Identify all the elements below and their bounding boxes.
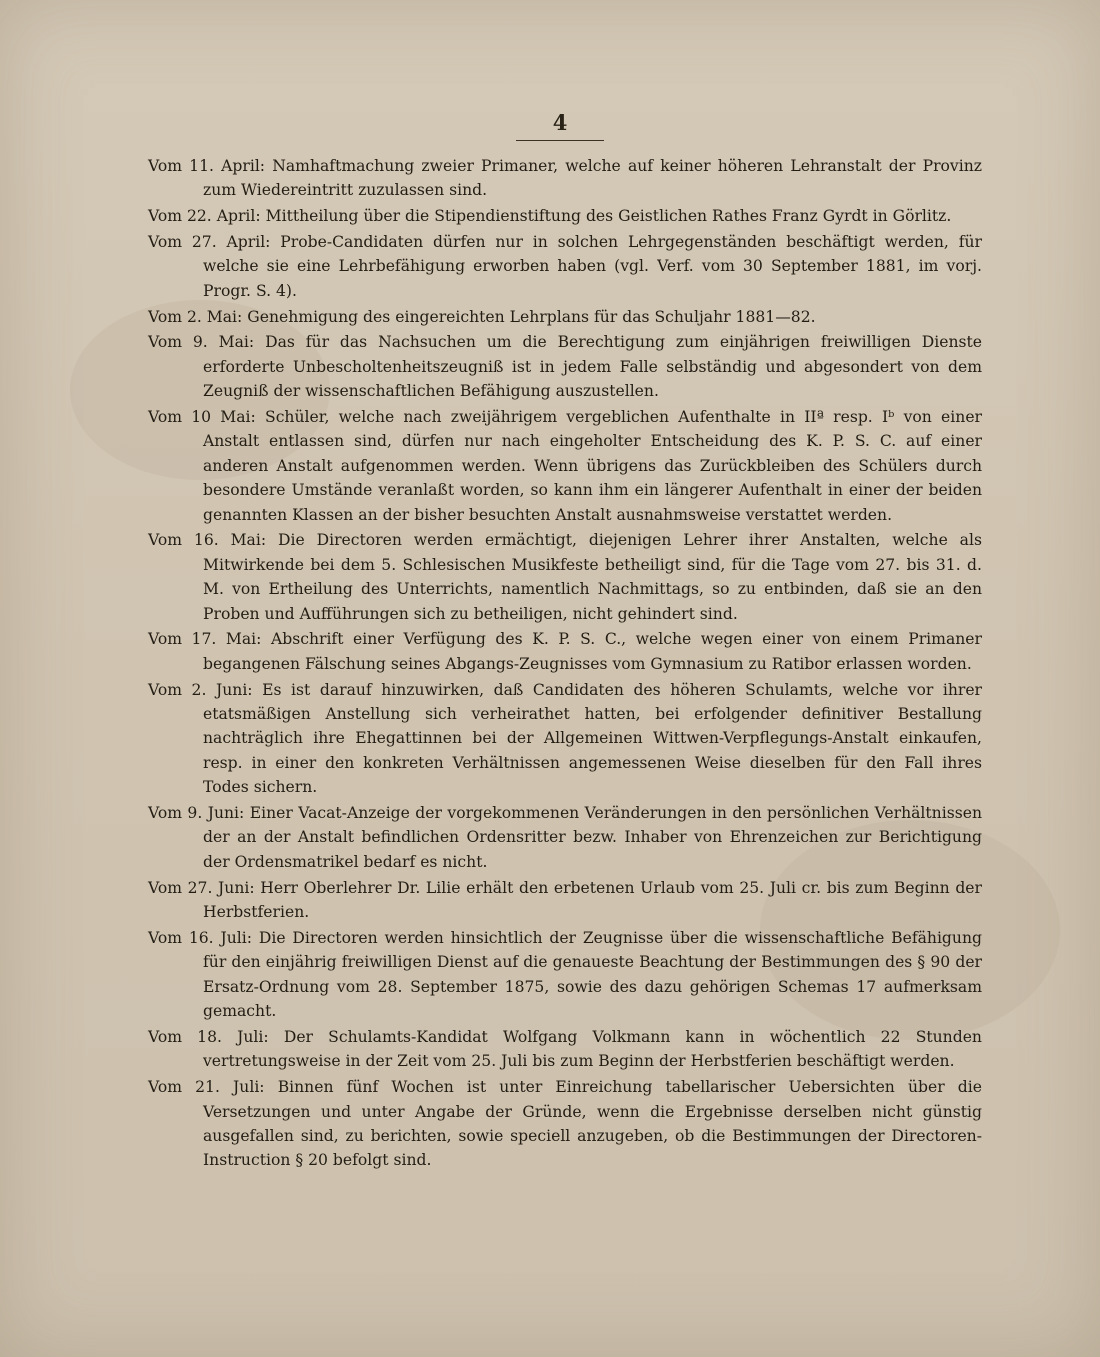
decree-entry <box>148 154 982 203</box>
decree-entry <box>148 801 982 874</box>
decree-entry <box>148 528 982 626</box>
decree-entry <box>148 1075 982 1173</box>
decree-text: Es ist darauf hinzuwirken, daß Candidaten des höheren Schulamts, welche vor ihrer etatsmäßigen Anstellung sich verheirathet hatten, bei erfolgender definitiver Bestallung nachträglich ihre Ehegattinnen bei der Allgemeinen Wittwen-Verpflegungs-Anstalt einkaufen, resp. in einer den konkreten Verhältnissen angemessenen Weise dieselben für den Fall ihres Todes sichern. <box>203 680 983 797</box>
decree-text: Die Directoren werden ermächtigt, diejenigen Lehrer ihrer Anstalten, welche als Mitwirkende bei dem 5. Schlesischen Musikfeste betheiligt sind, für die Tage vom 27. bis 31. d. M. von Ertheilung des Unterrichts, namentlich Nachmittags, so zu entbinden, daß sie an den Proben und Aufführungen sich zu betheiligen, nicht gehindert sind. <box>203 531 982 623</box>
page-number: 4 <box>552 110 568 135</box>
decree-text: Herr Oberlehrer Dr. Lilie erhält den erbetenen Urlaub vom 25. Juli cr. bis zum Beginn der Herbstferien. <box>203 878 982 922</box>
decree-date: Vom 11. April: <box>148 157 266 175</box>
decree-date: Vom 9. Juni: <box>148 804 245 823</box>
decree-entry <box>148 405 982 527</box>
decree-date: Vom 16. Mai: <box>148 531 267 550</box>
decree-date: Vom 2. Mai: <box>148 307 243 326</box>
decree-text: Abschrift einer Verfügung des K. P. S. C., welche wegen einer von einem Primaner begangenen Fälschung seines Abgangs-Zeugnisses vom Gymnasium zu Ratibor erlassen worden. <box>203 630 982 673</box>
decree-entry <box>148 330 982 403</box>
decree-text: Binnen fünf Wochen ist unter Einreichung tabellarischer Uebersichten über die Versetzungen und unter Angabe der Gründe, wenn die Ergebnisse derselben nicht günstig ausgefallen sind, zu berichten, sowie speciell anzugeben, ob die Bestimmungen der Directoren-Instruction § 20 befolgt sind. <box>203 1078 982 1170</box>
decree-text: Einer Vacat-Anzeige der vorgekommenen Veränderungen in den persönlichen Verhältnissen der an der Anstalt befindlichen Ordensritter bezw. Inhaber von Ehrenzeichen zur Berichtigung der Ordensmatrikel bedarf es nicht. <box>203 804 982 871</box>
decree-date: Vom 27. Juni: <box>148 878 255 897</box>
decree-entry <box>148 305 982 329</box>
decree-date: Vom 9. Mai: <box>148 333 255 352</box>
decree-text: Namhaftmachung zweier Primaner, welche auf keiner höheren Lehranstalt der Provinz zum Wiedereintritt zuzulassen sind. <box>203 157 982 200</box>
decree-text: Das für das Nachsuchen um die Berechtigung zum einjährigen freiwilligen Dienste erforderte Unbescholtenheitszeugniß ist in jedem Falle selbständig und abgesondert von dem Zeugniß der wissenschaftlichen Befähigung auszustellen. <box>203 333 982 401</box>
decree-entry <box>148 1025 982 1074</box>
decree-entry <box>148 678 982 800</box>
decree-text: Der Schulamts-Kandidat Wolfgang Volkmann kann in wöchentlich 22 Stunden vertretungsweise in der Zeit vom 25. Juli bis zum Beginn der Herbstferien beschäftigt werden. <box>203 1027 982 1071</box>
decree-entry <box>148 876 982 925</box>
decree-text: Die Directoren werden hinsichtlich der Zeugnisse über die wissenschaftliche Befähigung für den einjährig freiwilligen Dienst auf die genaueste Beachtung der Bestimmungen des § 90 der Ersatz-Ordnung vom 28. September 1875, sowie des dazu gehörigen Schemas 17 aufmerksam gemacht. <box>203 928 982 1021</box>
decree-text: Schüler, welche nach zweijährigem vergeblichen Aufenthalte in IIª resp. Iᵇ von einer Anstalt entlassen sind, dürfen nur nach eingeholter Entscheidung des K. P. S. C. auf einer anderen Anstalt aufgenommen werden. Wenn übrigens das Zurückbleiben des Schülers durch besondere Umstände veranlaßt worden, so kann ihm ein längerer Aufenthalt in einer der beiden genannten Klassen an der bisher besuchten Anstalt ausnahmsweise verstattet werden. <box>203 408 982 524</box>
decree-text: Probe-Candidaten dürfen nur in solchen Lehrgegenständen beschäftigt werden, für welche sie eine Lehrbefähigung erworben haben (vgl. Verf. vom 30 September 1881, im vorj. Progr. S. 4). <box>203 233 982 300</box>
page-number-rule <box>516 140 604 141</box>
decree-date: Vom 22. April: <box>148 207 261 226</box>
decree-date: Vom 18. Juli: <box>148 1027 269 1046</box>
decree-text: Mittheilung über die Stipendienstiftung des Geistlichen Rathes Franz Gyrdt in Görlitz. <box>265 207 952 226</box>
page-number-block <box>515 110 605 141</box>
decree-date: Vom 2. Juni: <box>148 680 253 699</box>
decree-text: Genehmigung des eingereichten Lehrplans für das Schuljahr 1881—82. <box>247 307 816 326</box>
decree-date: Vom 21. Juli: <box>148 1078 265 1097</box>
decree-entry <box>148 230 982 303</box>
decree-entry <box>148 926 982 1024</box>
decree-date: Vom 10 Mai: <box>148 408 256 427</box>
decree-list <box>148 154 982 1174</box>
decree-date: Vom 16. Juli: <box>148 928 252 947</box>
decree-entry <box>148 204 982 228</box>
decree-entry <box>148 627 982 676</box>
decree-date: Vom 17. Mai: <box>148 630 262 649</box>
decree-date: Vom 27. April: <box>148 233 271 251</box>
